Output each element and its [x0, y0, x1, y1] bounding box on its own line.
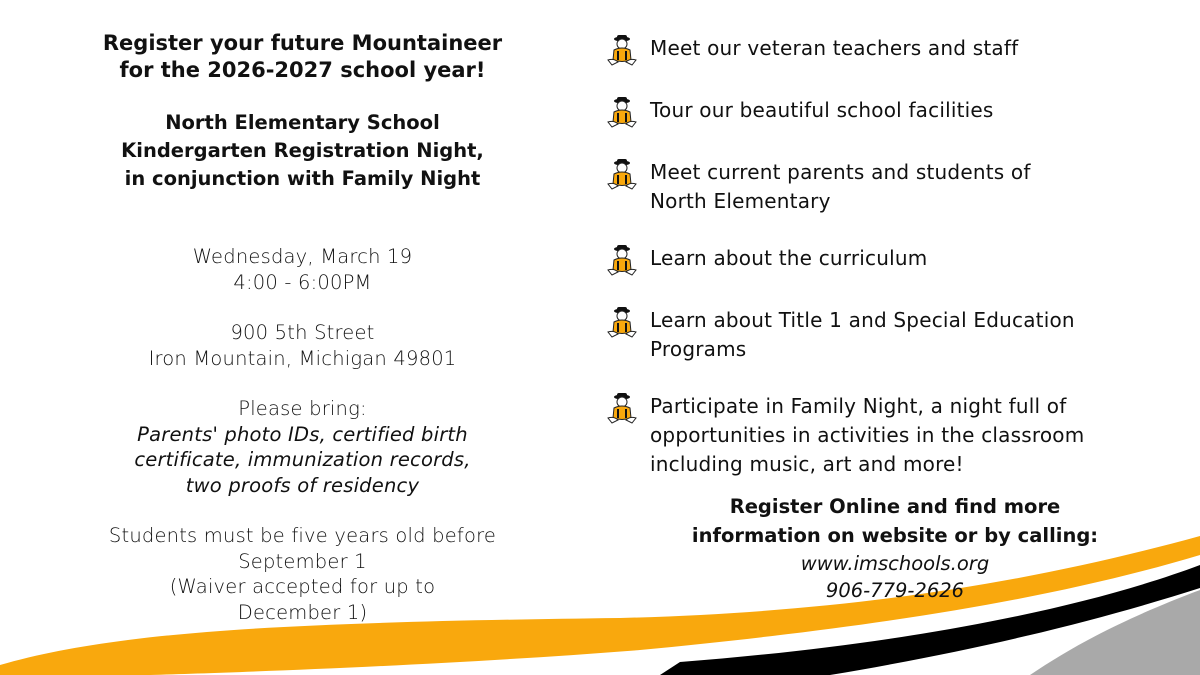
mountaineer-mascot-icon — [604, 242, 640, 278]
event-subtitle: in conjunction with Family Night — [124, 167, 481, 190]
highlight-line: including music, art and more! — [650, 452, 964, 476]
documents-line-2: certificate, immunization records, — [134, 448, 471, 471]
highlights-list — [604, 34, 1164, 507]
headline-line-2: for the 2026-2027 school year! — [119, 58, 486, 82]
mountaineer-mascot-icon — [604, 390, 640, 426]
event-title — [70, 109, 535, 193]
highlight-text — [650, 244, 927, 273]
highlight-text — [650, 34, 1018, 63]
headline-line-1: Register your future Mountaineer — [102, 31, 503, 55]
event-time: 4:00 - 6:00PM — [233, 270, 372, 294]
highlight-text — [650, 306, 1075, 364]
highlight-line: Programs — [650, 337, 747, 361]
eligibility-line-1: Students must be five years old before — [108, 524, 497, 547]
event-address — [70, 320, 535, 371]
headline — [70, 30, 535, 84]
highlight-text — [650, 158, 1031, 216]
eligibility-note — [70, 523, 535, 625]
highlight-line: North Elementary — [650, 189, 831, 213]
highlight-text — [650, 392, 1084, 479]
contact-heading-line-2: information on website or by calling: — [691, 524, 1099, 547]
please-bring-label: Please bring: — [238, 397, 367, 420]
eligibility-line-3: (Waiver accepted for up to — [169, 575, 436, 598]
city-state-zip: Iron Mountain, Michigan 49801 — [148, 346, 457, 370]
highlight-line: Meet current parents and students of — [650, 160, 1031, 184]
contact-heading-line-1: Register Online and find more — [729, 495, 1061, 518]
school-name: North Elementary School — [165, 111, 440, 134]
mountaineer-mascot-icon — [604, 304, 640, 340]
eligibility-line-2: September 1 — [238, 549, 367, 573]
highlight-line: Learn about Title 1 and Special Education — [650, 308, 1075, 332]
highlight-item — [604, 34, 1164, 68]
street-address: 900 5th Street — [230, 321, 375, 344]
mountaineer-mascot-icon — [604, 156, 640, 192]
documents-line-1: Parents' photo IDs, certified birth — [137, 422, 468, 446]
highlight-item — [604, 158, 1164, 216]
phone-number[interactable]: 906-779-2626 — [825, 579, 965, 602]
highlight-item — [604, 96, 1164, 130]
highlight-line: Tour our beautiful school facilities — [650, 98, 994, 122]
documents-line-3: two proofs of residency — [185, 473, 420, 497]
event-name: Kindergarten Registration Night, — [121, 139, 484, 162]
required-documents — [70, 422, 535, 499]
highlight-line: Participate in Family Night, a night full of — [650, 394, 1067, 418]
highlight-item — [604, 392, 1164, 479]
event-date: Wednesday, March 19 — [192, 245, 413, 268]
highlight-line: opportunities in activities in the classroom — [650, 423, 1085, 447]
contact-info — [660, 492, 1130, 604]
highlight-line: Learn about the curriculum — [650, 246, 928, 270]
mountaineer-mascot-icon — [604, 32, 640, 68]
website-link[interactable]: www.imschools.org — [800, 552, 990, 575]
highlight-item — [604, 244, 1164, 278]
highlight-line: Meet our veteran teachers and staff — [650, 36, 1019, 60]
highlight-text — [650, 96, 994, 125]
event-datetime — [70, 244, 535, 295]
highlight-item — [604, 306, 1164, 364]
eligibility-line-4: December 1) — [237, 600, 368, 624]
mountaineer-mascot-icon — [604, 94, 640, 130]
event-details-column — [70, 30, 535, 625]
